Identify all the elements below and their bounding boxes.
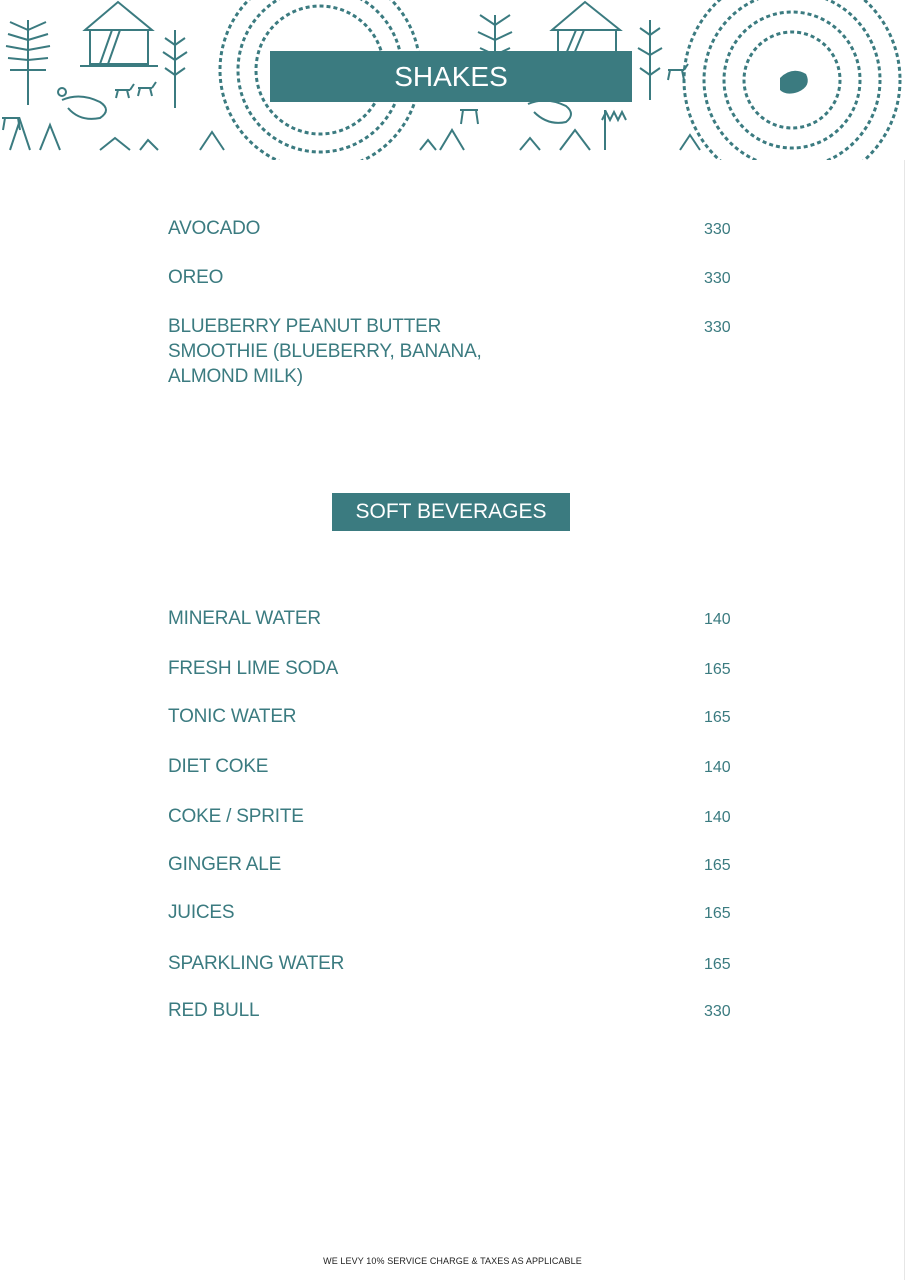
service-charge-note: WE LEVY 10% SERVICE CHARGE & TAXES AS APPLICABLE [323, 1256, 582, 1266]
menu-item-name-line: BLUEBERRY PEANUT BUTTER [168, 316, 442, 337]
menu-item-name-line: SMOOTHIE (BLUEBERRY, BANANA, [168, 341, 482, 362]
menu-item-name-multiline [168, 314, 482, 389]
menu-item-price: 140 [704, 759, 731, 776]
menu-item-price: 330 [704, 1003, 731, 1020]
menu-item-name: DIET COKE [168, 756, 269, 777]
shakes-section-title: SHAKES [270, 51, 632, 102]
menu-item-price: 165 [704, 956, 731, 973]
menu-item-name: OREO [168, 267, 224, 288]
menu-item-name: COKE / SPRITE [168, 806, 304, 827]
menu-item-price: 330 [704, 319, 731, 336]
menu-item-name: MINERAL WATER [168, 608, 321, 629]
menu-item-name-line: ALMOND MILK) [168, 366, 303, 387]
menu-item-price: 140 [704, 809, 731, 826]
soft-beverages-section-title: SOFT BEVERAGES [332, 493, 570, 531]
menu-item-price: 165 [704, 661, 731, 678]
menu-item-price: 330 [704, 221, 731, 238]
menu-item-price: 165 [704, 709, 731, 726]
menu-item-name: FRESH LIME SODA [168, 658, 339, 679]
menu-item-name: SPARKLING WATER [168, 953, 345, 974]
menu-item-name: GINGER ALE [168, 854, 282, 875]
menu-item-name: JUICES [168, 902, 235, 923]
menu-item-name: RED BULL [168, 1000, 260, 1021]
menu-item-name: AVOCADO [168, 218, 261, 239]
menu-item-price: 165 [704, 857, 731, 874]
menu-item-name: TONIC WATER [168, 706, 297, 727]
menu-item-price: 330 [704, 270, 731, 287]
menu-item-price: 140 [704, 611, 731, 628]
menu-item-price: 165 [704, 905, 731, 922]
